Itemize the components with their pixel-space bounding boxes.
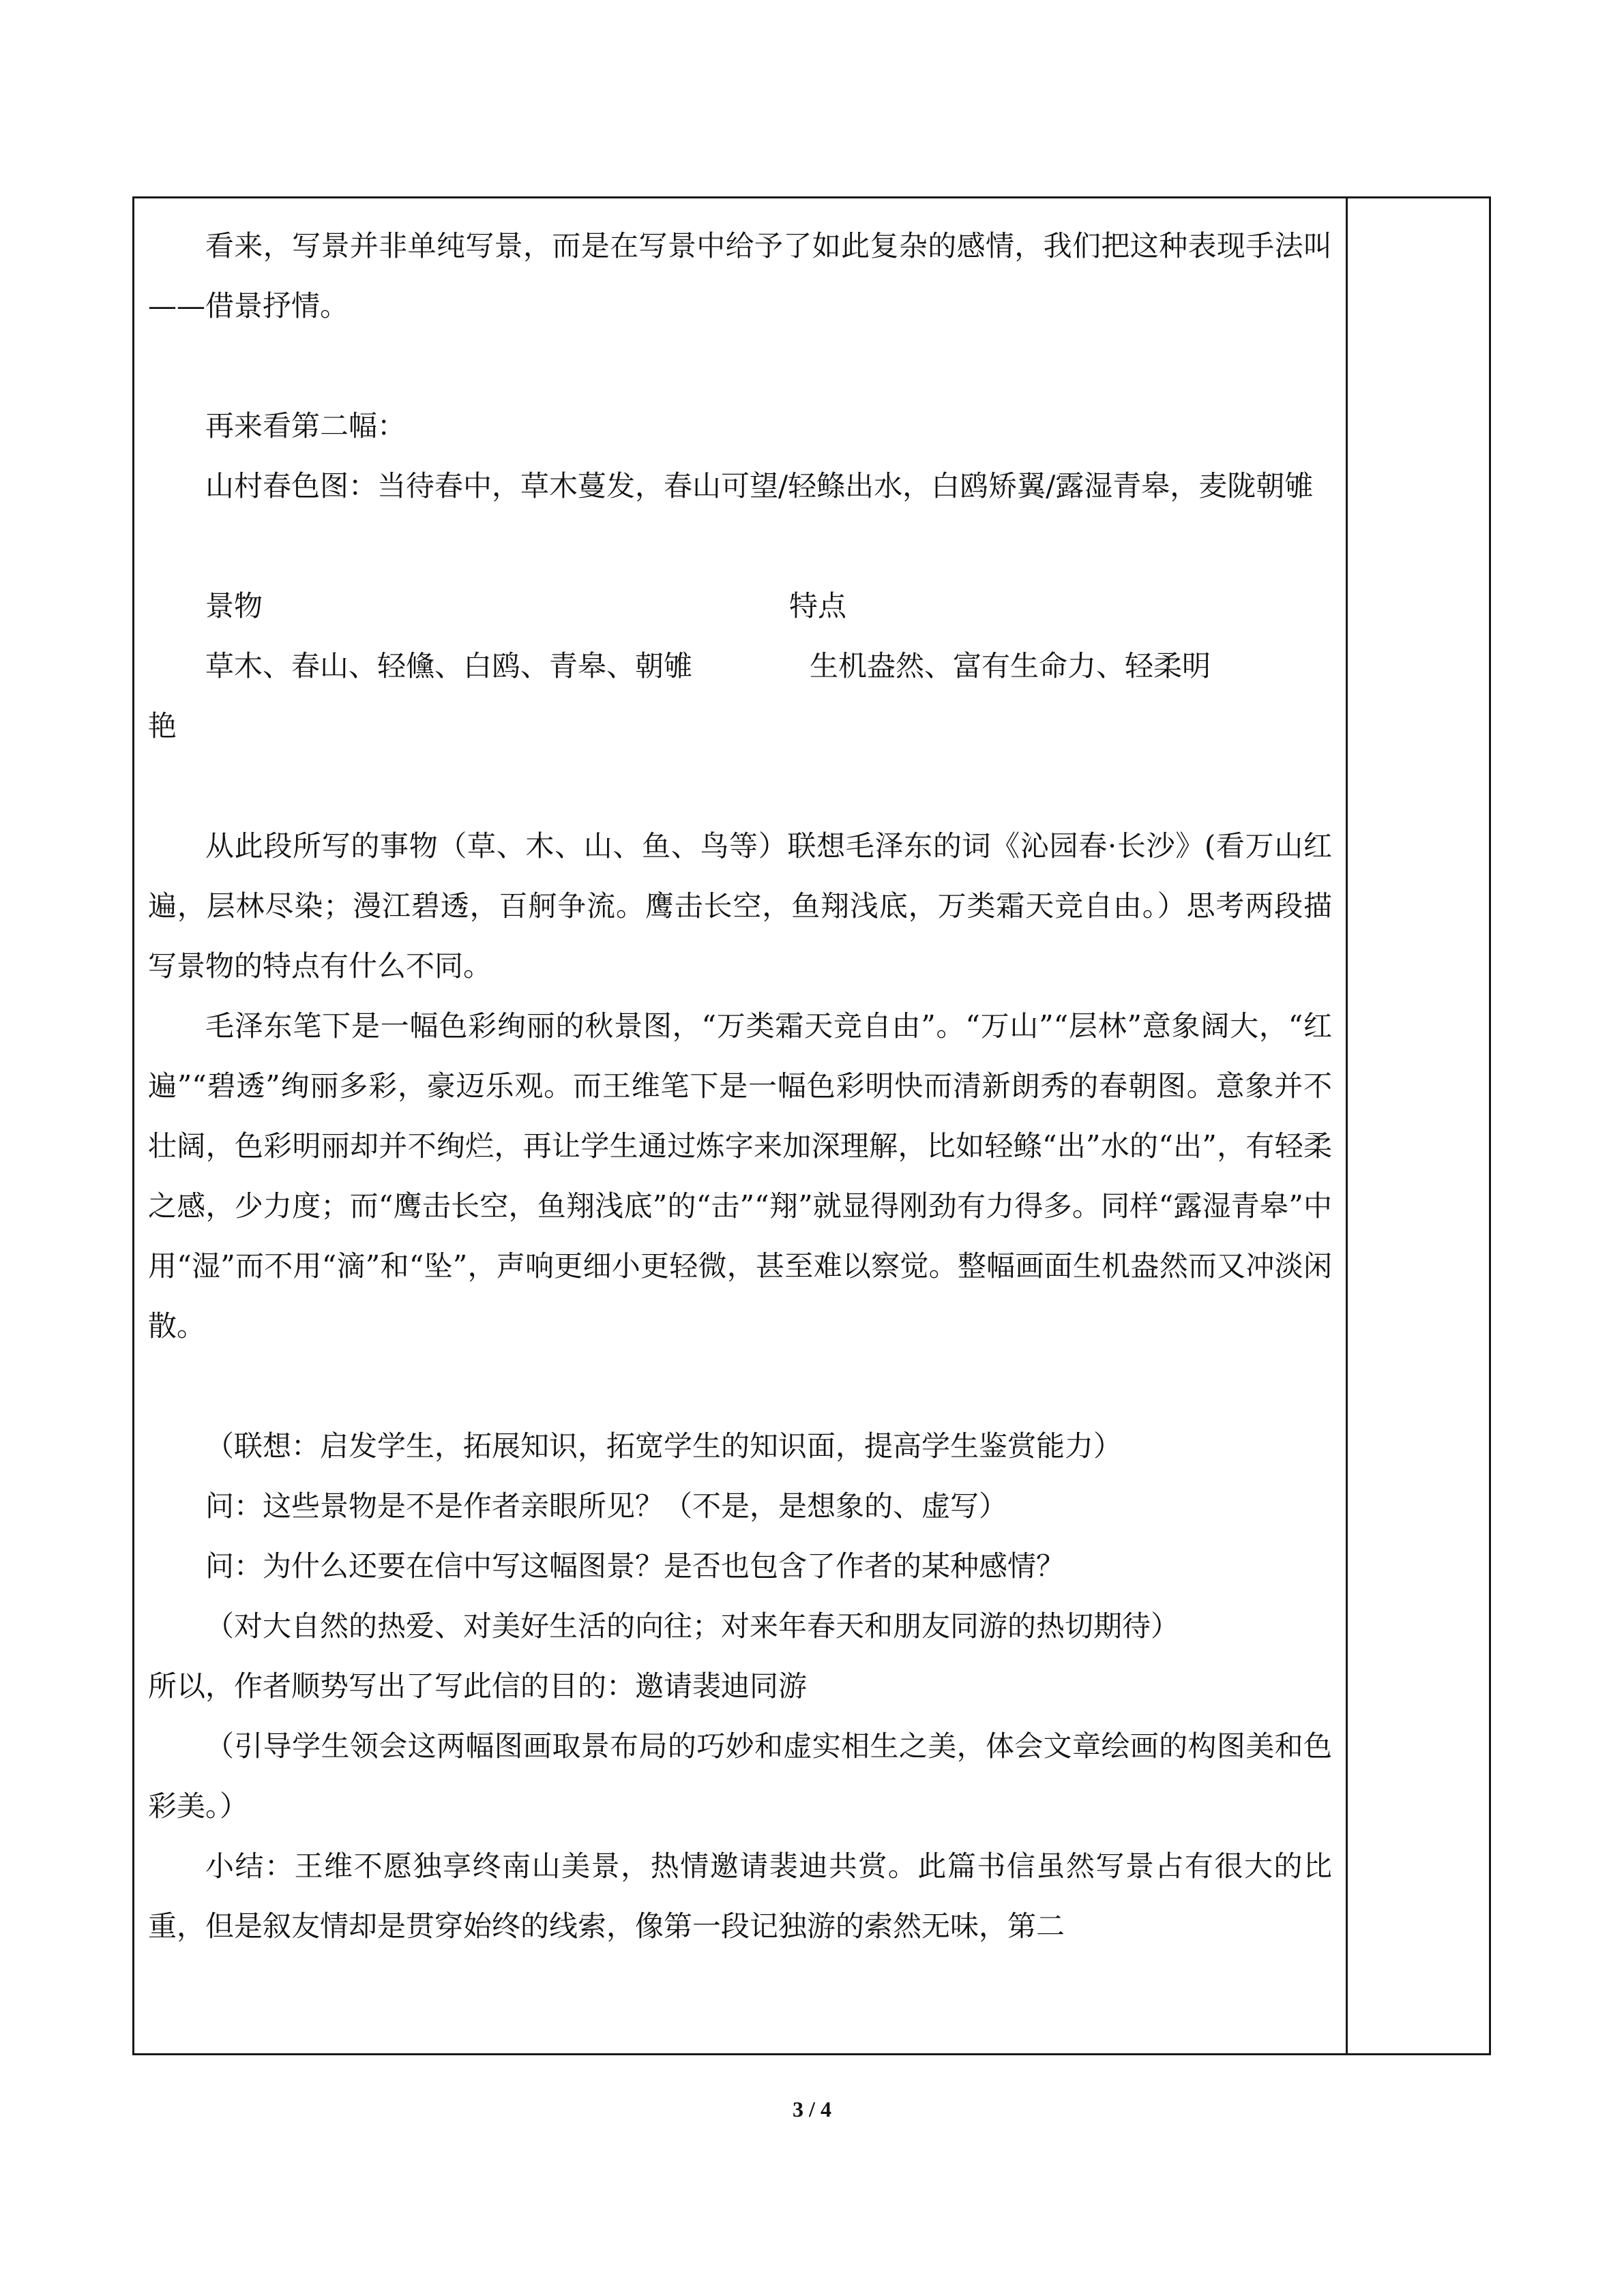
paragraph-9: （对大自然的热爱、对美好生活的向往；对来年春天和朋友同游的热切期待） bbox=[205, 1609, 1180, 1643]
paragraph-8: 问：为什么还要在信中写这幅图景？是否也包含了作者的某种感情？ bbox=[205, 1549, 1065, 1583]
scenery-cell: 草木、春山、轻儵、白鸥、青皋、朝雊 bbox=[205, 649, 693, 683]
scenery-header-row bbox=[148, 576, 1332, 636]
paragraph-12: 小结：王维不愿独享终南山美景，热情邀请裴迪共赏。此篇书信虽然写景占有很大的比重，但是叙友情却是贯穿始终的线索，像第一段记独游的索然无味，第二 bbox=[148, 1849, 1332, 1943]
column-divider bbox=[1346, 198, 1348, 2053]
scenery-header: 景物 bbox=[205, 589, 263, 623]
paragraph-6: （联想：启发学生，拓展知识，拓宽学生的知识面，提高学生鉴赏能力） bbox=[205, 1429, 1123, 1463]
paragraph-11: （引导学生领会这两幅图画取景布局的巧妙和虚实相生之美，体会文章绘画的构图美和色彩美。） bbox=[148, 1729, 1332, 1823]
feature-cell: 生机盎然、富有生命力、轻柔明 bbox=[810, 649, 1211, 683]
lesson-content bbox=[148, 216, 1332, 1956]
paragraph-7: 问：这些景物是不是作者亲眼所见？（不是，是想象的、虚写） bbox=[205, 1489, 1008, 1523]
paragraph-2: 再来看第二幅： bbox=[205, 409, 407, 443]
page-number: 3 / 4 bbox=[793, 2097, 831, 2121]
paragraph-4: 从此段所写的事物（草、木、山、鱼、鸟等）联想毛泽东的词《沁园春·长沙》(看万山红遍，层林尽染；漫江碧透，百舸争流。鹰击长空，鱼翔浅底，万类霜天竞自由。）思考两段描写景物的特点有什么不同。 bbox=[148, 829, 1332, 983]
feature-cell-wrap: 艳 bbox=[148, 709, 177, 743]
lesson-table bbox=[132, 196, 1491, 2055]
paragraph-10: 所以，作者顺势写出了写此信的目的：邀请裴迪同游 bbox=[148, 1669, 808, 1703]
paragraph-3: 山村春色图：当待春中，草木蔓发，春山可望/轻鲦出水，白鸥矫翼/露湿青皋，麦陇朝雊 bbox=[205, 469, 1314, 503]
scenery-row bbox=[148, 636, 1332, 696]
feature-header: 特点 bbox=[789, 589, 847, 623]
paragraph-1: 看来，写景并非单纯写景，而是在写景中给予了如此复杂的感情，我们把这种表现手法叫——借景抒情。 bbox=[148, 229, 1332, 323]
paragraph-5: 毛泽东笔下是一幅色彩绚丽的秋景图，“万类霜天竞自由”。“万山”“层林”意象阔大，“红遍”“碧透”绚丽多彩，豪迈乐观。而王维笔下是一幅色彩明快而清新朗秀的春朝图。意象并不壮阔，色彩明丽却并不绚烂，再让学生通过炼字来加深理解，比如轻鲦“出”水的“出”，有轻柔之感，少力度；而“鹰击长空，鱼翔浅底”的“击”“翔”就显得刚劲有力得多。同样“露湿青皋”中用“湿”而不用“滴”和“坠”，声响更细小更轻微，甚至难以察觉。整幅画面生机盎然而又冲淡闲散。 bbox=[148, 1009, 1332, 1343]
